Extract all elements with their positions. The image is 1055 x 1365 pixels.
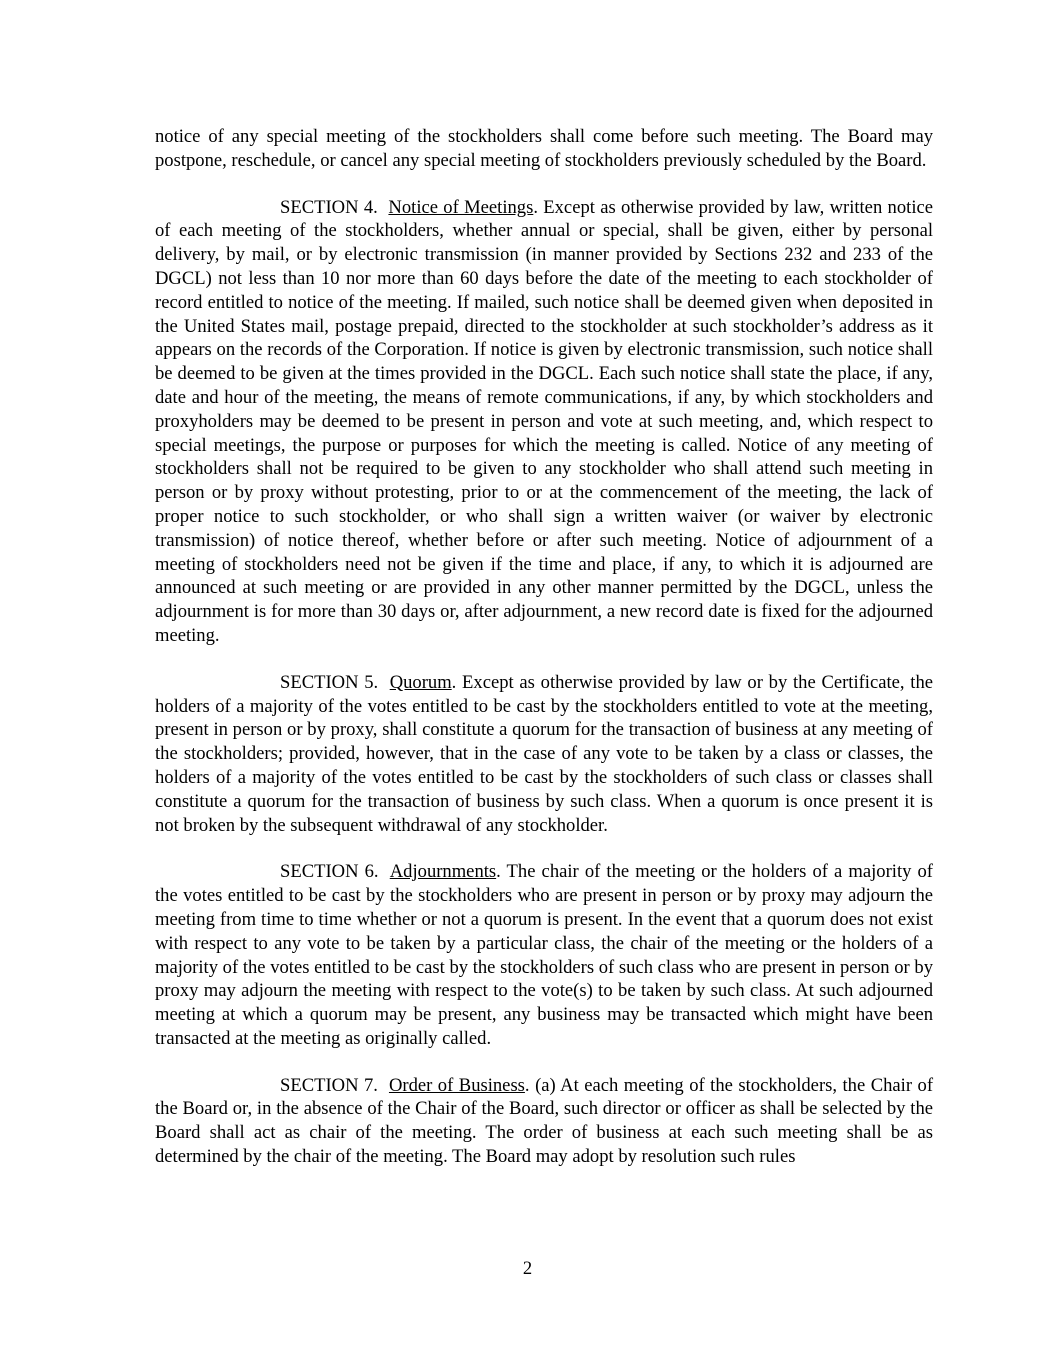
section-5-number: SECTION 5. — [280, 671, 379, 693]
section-6-number: SECTION 6. — [280, 861, 379, 883]
section-4-paragraph — [155, 196, 933, 648]
section-7-title: Order of Business — [388, 1074, 525, 1096]
section-5-title: Quorum — [389, 671, 452, 693]
page-number: 2 — [522, 1258, 533, 1279]
section-5-paragraph — [155, 671, 933, 838]
section-6-paragraph — [155, 860, 933, 1050]
section-7-paragraph — [155, 1074, 933, 1169]
section-7-body: . (a) At each meeting of the stockholders, the Chair of the Board or, in the absence of the Chair of the Board, such director or officer as shall be selected by the Board shall act as chair of the meeting. The order of business at each such meeting shall be as determined by the chair of the meeting. The Board may adopt by resolution such rules — [155, 1074, 934, 1168]
document-page — [155, 125, 933, 1192]
section-6-title: Adjournments — [389, 861, 497, 883]
section-6-body: . The chair of the meeting or the holders of a majority of the votes entitled to be cast by the stockholders who are present in person or by proxy may adjourn the meeting from time to time whether or not a quorum is present. In the event that a quorum does not exist with respect to any vote to be taken by a particular class, the chair of the meeting or the holders of a majority of the votes entitled to be cast by the stockholders of such class who are present in person or by proxy may adjourn the meeting with respect to the vote(s) to be taken by such class. At such adjourned meeting at which a quorum may be present, any business may be transacted which might have been transacted at the meeting as originally called. — [155, 861, 933, 1049]
section-5-body: . Except as otherwise provided by law or by the Certificate, the holders of a majority of the votes entitled to be cast by the stockholders entitled to vote at the meeting, present in person or by proxy, shall constitute a quorum for the transaction of business at any meeting of the stockholders; provided, however, that in the case of any vote to be taken by a class or classes, the holders of a majority of the votes entitled to be cast by the stockholders of such class or classes shall constitute a quorum for the transaction of business by such class. When a quorum is once present it is not broken by the subsequent withdrawal of any stockholder. — [155, 671, 934, 836]
continuation-text: notice of any special meeting of the stockholders shall come before such meeting. The Board may postpone, reschedule, or cancel any special meeting of stockholders previously scheduled by the Board. — [155, 126, 933, 171]
section-4-number: SECTION 4. — [280, 196, 378, 218]
section-7-number: SECTION 7. — [280, 1074, 378, 1096]
section-4-title: Notice of Meetings — [388, 196, 534, 218]
continuation-paragraph — [155, 125, 933, 173]
section-4-body: . Except as otherwise provided by law, written notice of each meeting of the stockholders, whether annual or special, shall be given, either by personal delivery, by mail, or by electronic transmission (in manner provided by Sections 232 and 233 of the DGCL) not less than 10 nor more than 60 days before the date of the meeting to each stockholder of record entitled to notice of the meeting. If mailed, such notice shall be deemed given when deposited in the United States mail, postage prepaid, directed to the stockholder at such stockholder’s address as it appears on the records of the Corporation. If notice is given by electronic transmission, such notice shall be deemed to be given at the times provided in the DGCL. Each such notice shall state the place, if any, date and hour of the meeting, the means of remote communications, if any, by which stockholders and proxyholders may be deemed to be present in person and vote at such meeting, and, which respect to special meetings, the purpose or purposes for which the meeting is called. Notice of any meeting of stockholders shall not be required to be given to any stockholder who shall attend such meeting in person or by proxy without protesting, prior to or at the commencement of the meeting, the lack of proper notice to such stockholder, or who shall sign a written waiver (or waiver by electronic transmission) of notice thereof, whether before or after such meeting. Notice of adjournment of a meeting of stockholders need not be given if the time and place, if any, to which it is adjourned are announced at such meeting or are provided in any other manner permitted by the DGCL, unless the adjournment is for more than 30 days or, after adjournment, a new record date is fixed for the adjourned meeting. — [155, 196, 933, 646]
